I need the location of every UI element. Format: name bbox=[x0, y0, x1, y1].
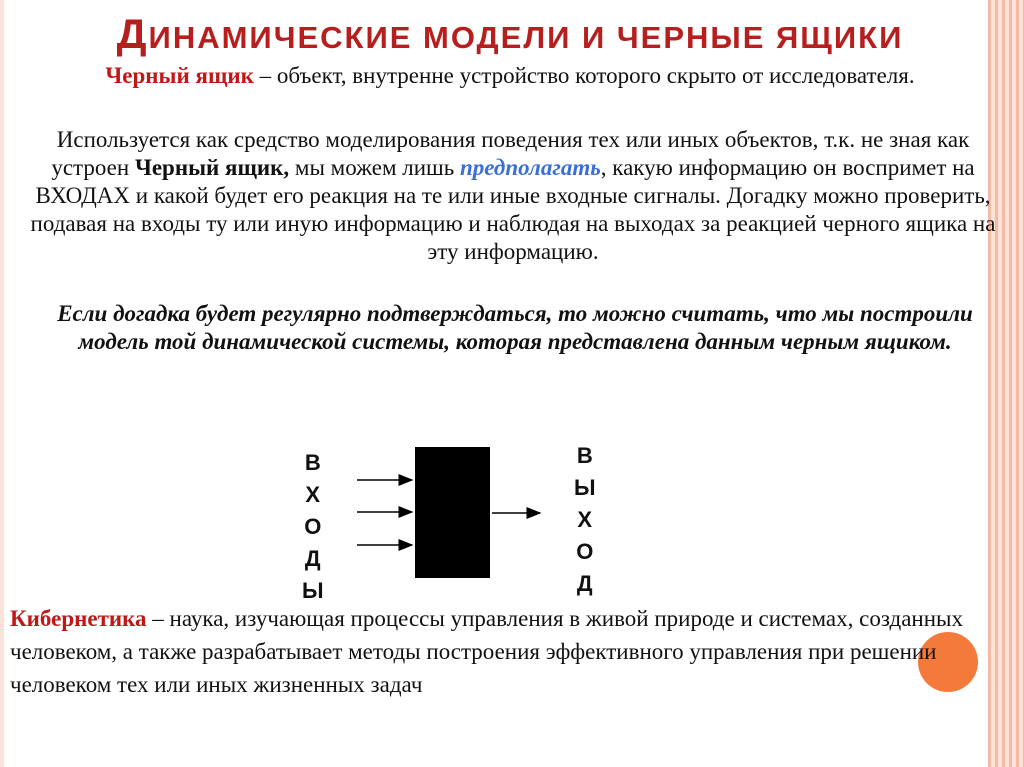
outputs-letter: О bbox=[576, 539, 594, 564]
inputs-letter: Х bbox=[305, 482, 321, 507]
usage-term: Черный ящик, bbox=[134, 155, 290, 180]
cybernetics-term: Кибернетика bbox=[10, 606, 147, 631]
title-initial: Д bbox=[116, 10, 149, 57]
conclusion-paragraph: Если догадка будет регулярно подтверждаться, то можно считать, что мы построили модель той динамической системы, которая представлена данным черным ящиком. bbox=[57, 301, 973, 354]
inputs-letter: Ы bbox=[302, 578, 324, 603]
inputs-letter: Д bbox=[304, 546, 321, 571]
outputs-letter: В bbox=[576, 443, 593, 468]
usage-part1: Используется как средство моделирования поведения тех или иных объектов, т.к. не зная как устроен bbox=[51, 127, 970, 180]
inputs-letter: В bbox=[304, 450, 321, 475]
usage-emphasis: предполагать bbox=[459, 155, 601, 180]
cybernetics-text: – наука, изучающая процессы управления в живой природе и системах, созданных человеком, а также разрабатывает методы построения эффективного управления при решении человеком тех или иных жизненных задач bbox=[10, 606, 963, 697]
outputs-letter: Х bbox=[577, 507, 593, 532]
title-rest: ИНАМИЧЕСКИЕ МОДЕЛИ И ЧЕРНЫЕ ЯЩИКИ bbox=[148, 20, 904, 55]
cybernetics-paragraph bbox=[10, 602, 1020, 701]
definition-text: – объект, внутренне устройство которого скрыто от исследователя. bbox=[253, 63, 915, 88]
usage-part3: , какую информацию он воспримет на ВХОДАХ и какой будет его реакция на те или иные входные сигналы. Догадку можно проверить, подавая на входы ту или иную информацию и наблюдая на выходах за реакцией черного ящика на эту информацию. bbox=[30, 155, 996, 264]
inputs-letter: О bbox=[304, 514, 322, 539]
outputs-letter: Ы bbox=[574, 475, 596, 500]
usage-part2: мы можем лишь bbox=[289, 155, 460, 180]
definition-term: Черный ящик bbox=[105, 63, 254, 88]
outputs-letter: Д bbox=[576, 571, 593, 596]
